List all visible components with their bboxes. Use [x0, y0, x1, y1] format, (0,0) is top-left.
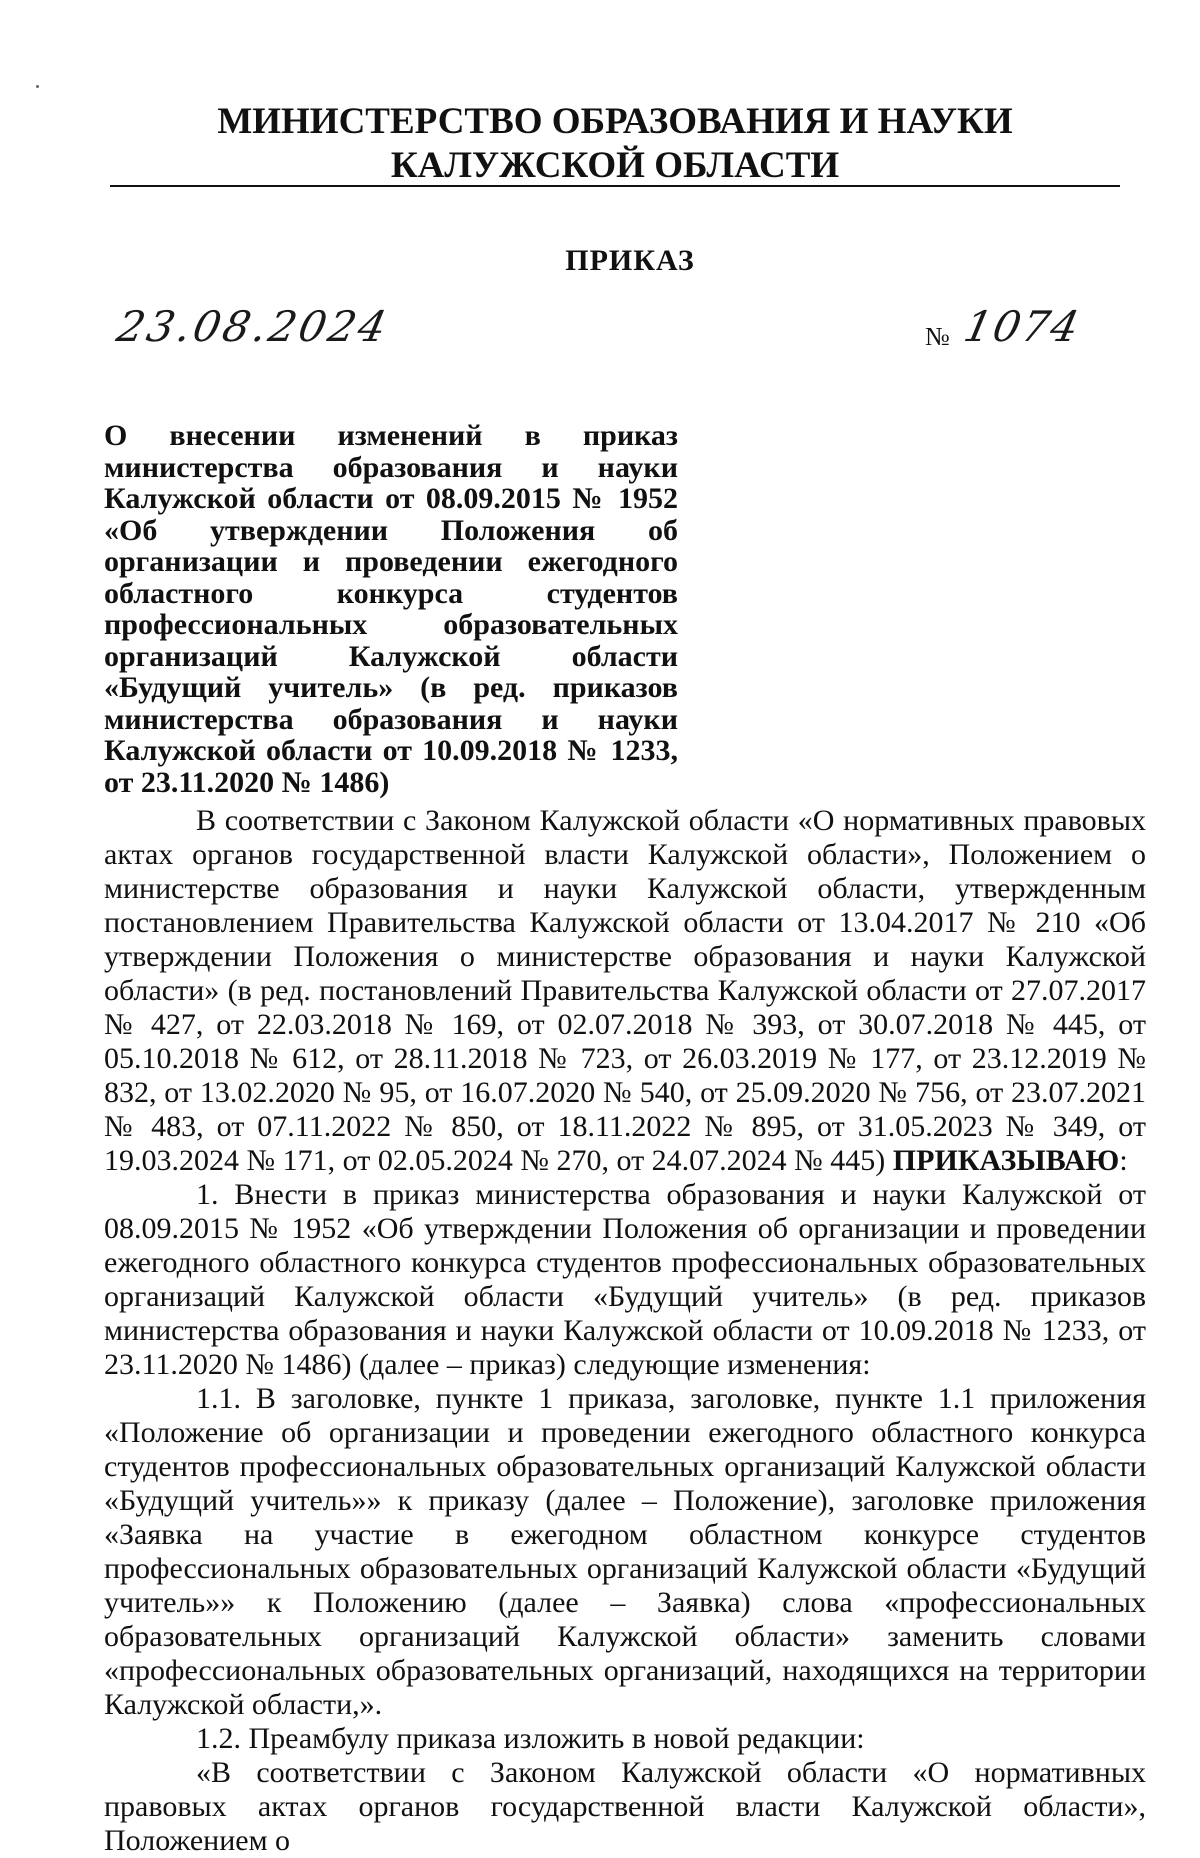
preamble-paragraph [104, 804, 1146, 1178]
ministry-header [110, 100, 1120, 188]
number-sign: № [925, 322, 950, 351]
item-1: 1. Внести в приказ министерства образования и науки Калужской от 08.09.2015 № 1952 «Об утверждении Положения об организации и проведении ежегодного областного конкурса студентов профессиональных образовательных организаций Калужской области «Будущий учитель» (в ред. приказов министерства образования и науки Калужской области от 10.09.2018 № 1233, от 23.11.2020 № 1486) (далее – приказ) следующие изменения: [104, 1178, 1146, 1381]
item-1-2: 1.2. Преамбулу приказа изложить в новой редакции: [196, 1722, 865, 1755]
order-body [104, 804, 1146, 1858]
handwritten-date: 23.08.2024 [112, 302, 394, 351]
preamble-text: В соответствии с Законом Калужской области «О нормативных правовых актах органов государственной власти Калужской области», Положением о министерстве образования и науки Калужской области, утвержденным постановлением Правительства Калужской области от 13.04.2017 № 210 «Об утверждении Положения о министерстве образования и науки Калужской области» (в ред. постановлений Правительства Калужской области от 27.07.2017 № 427, от 22.03.2018 № 169, от 02.07.2018 № 393, от 30.07.2018 № 445, от 05.10.2018 № 612, от 28.11.2018 № 723, от 26.03.2019 № 177, от 23.12.2019 № 832, от 13.02.2020 № 95, от 16.07.2020 № 540, от 25.09.2020 № 756, от 23.07.2021 № 483, от 07.11.2022 № 850, от 18.11.2022 № 895, от 31.05.2023 № 349, от 19.03.2024 № 171, от 02.05.2024 № 270, от 24.07.2024 № 445) [104, 804, 1146, 1177]
ministry-name-line2: КАЛУЖСКОЙ ОБЛАСТИ [390, 145, 840, 186]
handwritten-number: 1074 [959, 302, 1086, 351]
order-subject: О внесении изменений в приказ министерства образования и науки Калужской области от 08.09.2015 № 1952 «Об утверждении Положения об организации и проведении ежегодного областного конкурса студентов профессиональных образовательных организаций Калужской области «Будущий учитель» (в ред. приказов министерства образования и науки Калужской области от 10.09.2018 № 1233, от 23.11.2020 № 1486) [104, 419, 678, 799]
ministry-name-line1: МИНИСТЕРСТВО ОБРАЗОВАНИЯ И НАУКИ [217, 101, 1013, 142]
item-1-2-quote: «В соответствии с Законом Калужской области «О нормативных правовых актах органов государственной власти Калужской области», Положением о [104, 1756, 1146, 1857]
document-type-title: ПРИКАЗ [565, 244, 695, 277]
item-1-1: 1.1. В заголовке, пункте 1 приказа, заголовке, пункте 1.1 приложения «Положение об организации и проведении ежегодного областного конкурса студентов профессиональных образовательных организаций Калужской области «Будущий учитель»» к приказу (далее – Положение), заголовке приложения «Заявка на участие в ежегодном областном конкурсе студентов профессиональных образовательных организаций Калужской области «Будущий учитель»» к Положению (далее – Заявка) слова «профессиональных образовательных организаций Калужской области» заменить словами «профессиональных образовательных организаций, находящихся на территории Калужской области,». [104, 1382, 1146, 1721]
header-divider [110, 185, 1120, 187]
scan-speck [36, 85, 39, 88]
order-colon: : [1119, 1144, 1128, 1177]
order-word: ПРИКАЗЫВАЮ [892, 1144, 1120, 1177]
